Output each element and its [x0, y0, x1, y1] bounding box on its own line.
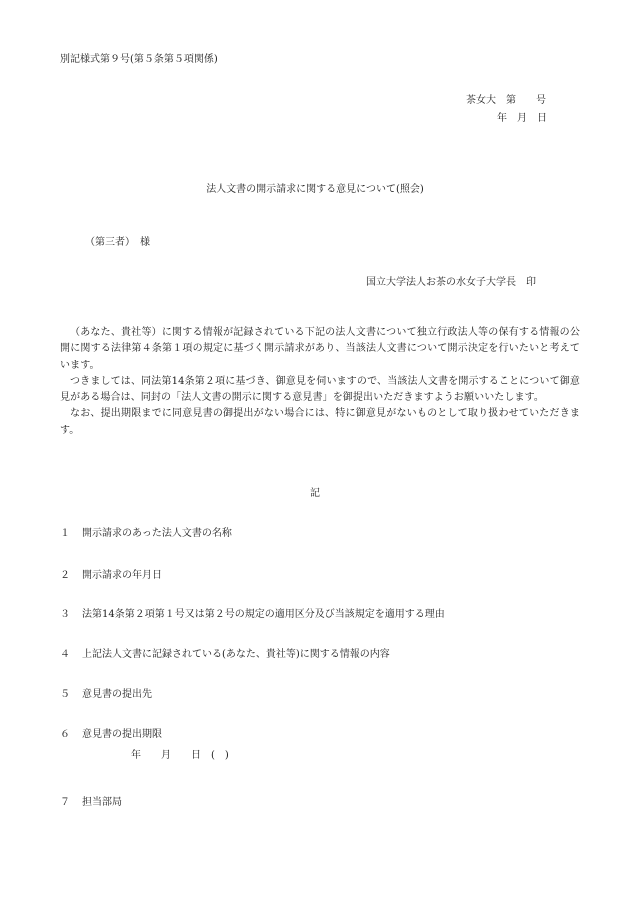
- list-item: [60, 528, 232, 540]
- body-paragraph: なお、提出期限までに同意見書の御提出がない場合には、特に御意見がないものとして取り扱わせていただきます。: [60, 408, 580, 436]
- list-item: [60, 729, 162, 741]
- body-paragraph: つきましては、同法第14条第２項に基づき、御意見を伺いますので、当該法人文書を開示することについて御意見がある場合は、同封の「法人文書の開示に関する意見書」を御提出いただきますようお願いいたします。: [60, 375, 580, 404]
- body-paragraph: （あなた、貴社等）に関する情報が記録されている下記の法人文書について独立行政法人等の保有する情報の公開に関する法律第４条第１項の規定に基づく開示請求があり、当該法人文書について開示決定を行いたいと考えています。: [60, 327, 580, 371]
- deadline-date-fields: 年 月 日 ( ): [131, 750, 229, 761]
- item-number: ３: [60, 609, 70, 620]
- document-title: 法人文書の開示請求に関する意見について(照会): [206, 184, 424, 195]
- list-item: [60, 797, 122, 809]
- item-number: ２: [60, 570, 70, 581]
- item-number: ５: [60, 689, 70, 700]
- ki-heading: 記: [310, 488, 320, 499]
- item-label: 法第14条第２項第１号又は第２号の規定の適用区分及び当該規定を適用する理由: [82, 609, 445, 620]
- body-text: [60, 325, 580, 439]
- item-number: １: [60, 528, 70, 539]
- item-label: 意見書の提出期限: [82, 729, 162, 740]
- sender: 国立大学法人お茶の水女子大学長 印: [366, 277, 536, 288]
- item-label: 意見書の提出先: [82, 689, 152, 700]
- document-number: 茶女大 第 号: [466, 95, 546, 106]
- form-reference: 別記様式第９号(第５条第５項関係): [60, 54, 218, 65]
- item-label: 開示請求のあった法人文書の名称: [82, 528, 232, 539]
- date-line: 年 月 日: [497, 113, 547, 124]
- item-label: 開示請求の年月日: [82, 570, 162, 581]
- addressee: （第三者） 様: [85, 237, 150, 248]
- list-item: [60, 609, 445, 621]
- item-number: ６: [60, 729, 70, 740]
- item-number: ４: [60, 649, 70, 660]
- list-item: [60, 689, 152, 701]
- item-number: ７: [60, 797, 70, 808]
- list-item: [60, 649, 390, 661]
- list-item: [60, 570, 162, 582]
- item-label: 担当部局: [82, 797, 122, 808]
- item-label: 上記法人文書に記録されている(あなた、貴社等)に関する情報の内容: [82, 649, 390, 660]
